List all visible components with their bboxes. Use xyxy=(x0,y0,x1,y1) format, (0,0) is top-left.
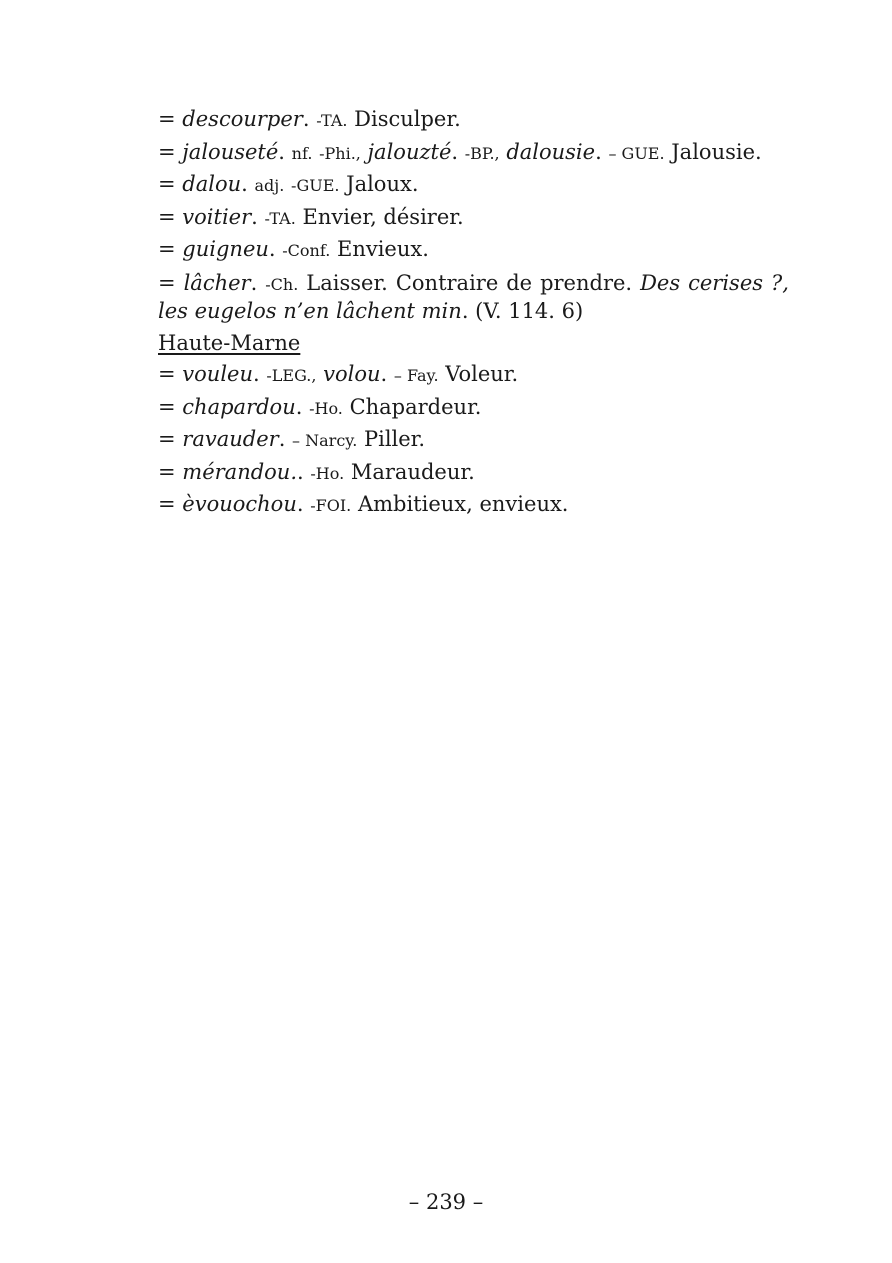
entry-guigneu: = guigneu. -Conf. Envieux. xyxy=(158,237,429,261)
entry-dalou: = dalou. adj. -GUE. Jaloux. xyxy=(158,172,419,196)
page-number: – 239 – xyxy=(408,1190,484,1214)
entry-evouochou: = èvouochou. -FOI. Ambitieux, envieux. xyxy=(158,492,569,516)
entry-lacher: = lâcher. -Ch. Laisser. Contraire de prendre. Des cerises ?, les eugelos n’en lâchent min. (V. 114. 6) xyxy=(158,270,789,323)
section-heading: Haute-Marne xyxy=(158,330,301,355)
entry-merandou: = mérandou.. -Ho. Maraudeur. xyxy=(158,459,475,484)
example-sentence: Des cerises ?, les eugelos n’en lâchent min xyxy=(158,270,789,323)
entry-chapardou: = chapardou. -Ho. Chapardeur. xyxy=(158,394,482,419)
entry-descourper: = descourper. -TA. Disculper. xyxy=(158,107,461,131)
entry-vouleu: = vouleu. -LEG., volou. – Fay. Voleur. xyxy=(158,362,519,386)
entry-ravauder: = ravauder. – Narcy. Piller. xyxy=(158,427,426,451)
page-body xyxy=(107,104,789,522)
entry-voitier: = voitier. -TA. Envier, désirer. xyxy=(158,204,464,229)
reference: (V. 114. 6) xyxy=(475,298,584,323)
entry-jalousete: = jalouseté. nf. -Phi., jalouzté. -BP., dalousie. – GUE. Jalousie. xyxy=(158,139,762,164)
